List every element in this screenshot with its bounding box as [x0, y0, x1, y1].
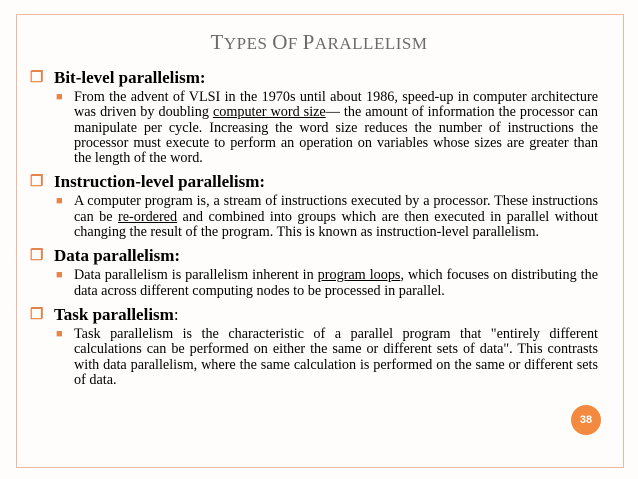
link-program-loops[interactable]: program loops	[317, 267, 401, 284]
section-text: Task parallelism is the characteristic of a parallel program that "entirely different calculations can be performed on either the same or different sets of data". This contrasts with data parallelism, where the same calculation is performed on the same or different sets of data.	[74, 325, 598, 388]
bullet-icon: ❐	[30, 306, 44, 323]
sub-bullet-task-parallelism	[30, 327, 610, 388]
bullet-icon: ❐	[30, 248, 44, 265]
slide-content	[30, 67, 610, 393]
page-number-badge: 38	[571, 405, 601, 435]
bullet-instruction-level	[30, 171, 610, 193]
section-heading: Data parallelism:	[54, 246, 181, 266]
section-text: From the advent of VLSI in the 1970s until about 1986, speed-up in computer architecture was driven by doubling	[74, 89, 598, 121]
section-text: and combined into groups which are then executed in parallel without changing the result of the program. This is known as instruction-level parallelism.	[74, 208, 598, 241]
bullet-icon: ❐	[30, 174, 44, 191]
section-heading: Task parallelism	[54, 304, 174, 324]
slide-title: TYPES OF PARALLELISM	[210, 30, 428, 54]
square-bullet-icon: ■	[56, 91, 63, 103]
square-bullet-icon: ■	[56, 195, 63, 208]
section-text: A computer program is, a stream of instructions executed by a processor. These instructions can be	[74, 193, 598, 225]
bullet-icon: ❐	[30, 70, 44, 86]
square-bullet-icon: ■	[56, 327, 63, 340]
sub-bullet-bit-level	[30, 90, 610, 166]
sub-bullet-instruction-level	[30, 194, 610, 240]
bullet-data-parallelism	[30, 245, 610, 267]
section-text: , which focuses on distributing the data across different computing nodes to be processed in parallel.	[74, 267, 598, 299]
square-bullet-icon: ■	[56, 269, 63, 282]
section-text: Data parallelism is parallelism inherent in	[74, 267, 318, 284]
section-text: — the amount of information the processor can manipulate per cycle. Increasing the word size reduces the number of instructions the processor must execute to perform an operation on variables whose sizes are greater than the length of the word.	[74, 104, 598, 167]
sub-bullet-data-parallelism	[30, 268, 610, 299]
heading-suffix: :	[173, 304, 179, 324]
link-computer-word-size[interactable]: computer word size	[212, 104, 326, 121]
bullet-bit-level	[30, 67, 610, 89]
section-heading: Bit-level parallelism:	[54, 68, 206, 87]
bullet-task-parallelism	[30, 304, 610, 326]
section-heading: Instruction-level parallelism:	[54, 172, 266, 192]
link-re-ordered[interactable]: re-ordered	[118, 208, 178, 225]
